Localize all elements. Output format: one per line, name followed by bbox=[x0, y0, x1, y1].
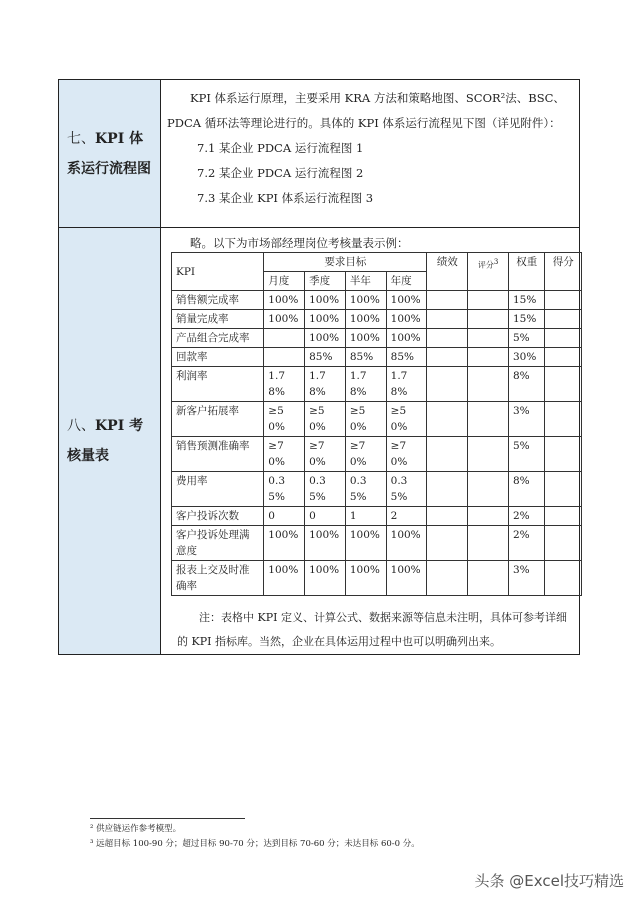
section-8-row bbox=[59, 228, 579, 654]
performance-cell bbox=[427, 507, 468, 526]
section-7-heading-cell bbox=[59, 80, 161, 227]
header-half-year: 半年 bbox=[345, 272, 386, 291]
quarterly-target-cell: 1.78% bbox=[305, 367, 346, 402]
monthly-target-cell: ≥50% bbox=[264, 402, 305, 437]
table-note: 注：表格中 KPI 定义、计算公式、数据来源等信息未注明，具体可参考详细的 KPI 指标库。当然，企业在具体运用过程中也可以明确列出来。 bbox=[177, 611, 567, 648]
kpi-name-cell: 新客户拓展率 bbox=[172, 402, 264, 437]
points-cell bbox=[545, 507, 582, 526]
weight-cell: 15% bbox=[508, 291, 544, 310]
header-score: 评分3 bbox=[468, 253, 509, 291]
table-row bbox=[172, 561, 582, 596]
watermark: 头条 @Excel技巧精选 bbox=[474, 872, 624, 890]
annual-target-cell: 1.78% bbox=[386, 367, 427, 402]
score-cell bbox=[468, 472, 509, 507]
performance-cell bbox=[427, 367, 468, 402]
kpi-name-cell: 产品组合完成率 bbox=[172, 329, 264, 348]
section-8-intro: 略。以下为市场部经理岗位考核量表示例： bbox=[190, 236, 409, 250]
section-7-paragraph: KPI 体系运行原理，主要采用 KRA 方法和策略地图、SCOR²法、BSC、PDCA 循环法等理论进行的。具体的 KPI 体系运行流程见下图（详见附件）： bbox=[167, 91, 565, 130]
points-cell bbox=[545, 437, 582, 472]
weight-cell: 15% bbox=[508, 310, 544, 329]
table-row bbox=[172, 437, 582, 472]
half-year-target-cell: ≥70% bbox=[345, 437, 386, 472]
quarterly-target-cell: 0 bbox=[305, 507, 346, 526]
quarterly-target-cell: 85% bbox=[305, 348, 346, 367]
section-8-heading-cell bbox=[59, 228, 161, 654]
performance-cell bbox=[427, 291, 468, 310]
annual-target-cell: ≥70% bbox=[386, 437, 427, 472]
points-cell bbox=[545, 310, 582, 329]
score-cell bbox=[468, 526, 509, 561]
performance-cell bbox=[427, 402, 468, 437]
monthly-target-cell bbox=[264, 329, 305, 348]
monthly-target-cell: 0 bbox=[264, 507, 305, 526]
score-cell bbox=[468, 348, 509, 367]
points-cell bbox=[545, 291, 582, 310]
score-cell bbox=[468, 310, 509, 329]
monthly-target-cell: 100% bbox=[264, 291, 305, 310]
performance-cell bbox=[427, 348, 468, 367]
weight-cell: 3% bbox=[508, 402, 544, 437]
performance-cell bbox=[427, 310, 468, 329]
annual-target-cell: 100% bbox=[386, 310, 427, 329]
points-cell bbox=[545, 402, 582, 437]
kpi-name-cell: 费用率 bbox=[172, 472, 264, 507]
table-row bbox=[172, 472, 582, 507]
kpi-name-cell: 销量完成率 bbox=[172, 310, 264, 329]
points-cell bbox=[545, 367, 582, 402]
monthly-target-cell: 100% bbox=[264, 561, 305, 596]
annual-target-cell: 100% bbox=[386, 526, 427, 561]
table-row bbox=[172, 291, 582, 310]
annual-target-cell: 85% bbox=[386, 348, 427, 367]
performance-cell bbox=[427, 472, 468, 507]
flowchart-item: 7.2 某企业 PDCA 运行流程图 2 bbox=[197, 166, 364, 180]
weight-cell: 8% bbox=[508, 472, 544, 507]
performance-cell bbox=[427, 329, 468, 348]
performance-cell bbox=[427, 437, 468, 472]
half-year-target-cell: 0.35% bbox=[345, 472, 386, 507]
table-row bbox=[172, 507, 582, 526]
score-cell bbox=[468, 507, 509, 526]
half-year-target-cell: 100% bbox=[345, 561, 386, 596]
table-row bbox=[172, 402, 582, 437]
score-cell bbox=[468, 367, 509, 402]
header-performance: 绩效 bbox=[427, 253, 468, 291]
section-7-heading: 七、KPI 体系运行流程图 bbox=[67, 130, 151, 177]
points-cell bbox=[545, 348, 582, 367]
kpi-name-cell: 客户投诉次数 bbox=[172, 507, 264, 526]
weight-cell: 2% bbox=[508, 507, 544, 526]
half-year-target-cell: 1 bbox=[345, 507, 386, 526]
section-8-heading: 八、KPI 考核量表 bbox=[67, 418, 144, 464]
kpi-name-cell: 报表上交及时准确率 bbox=[172, 561, 264, 596]
footnote-2: ² 供应链运作参考模型。 bbox=[90, 824, 182, 834]
points-cell bbox=[545, 526, 582, 561]
score-cell bbox=[468, 402, 509, 437]
annual-target-cell: 100% bbox=[386, 291, 427, 310]
quarterly-target-cell: 0.35% bbox=[305, 472, 346, 507]
weight-cell: 5% bbox=[508, 437, 544, 472]
footnote-3: ³ 远超目标 100-90 分；超过目标 90-70 分；达到目标 70-60 分；未达目标 60-0 分。 bbox=[90, 839, 420, 849]
annual-target-cell: 100% bbox=[386, 561, 427, 596]
monthly-target-cell: ≥70% bbox=[264, 437, 305, 472]
score-cell bbox=[468, 437, 509, 472]
section-7-row bbox=[59, 80, 579, 228]
performance-cell bbox=[427, 561, 468, 596]
table-row bbox=[172, 367, 582, 402]
score-cell bbox=[468, 291, 509, 310]
table-row bbox=[172, 310, 582, 329]
section-8-content bbox=[161, 228, 579, 654]
weight-cell: 3% bbox=[508, 561, 544, 596]
quarterly-target-cell: 100% bbox=[305, 526, 346, 561]
quarterly-target-cell: ≥70% bbox=[305, 437, 346, 472]
weight-cell: 5% bbox=[508, 329, 544, 348]
weight-cell: 8% bbox=[508, 367, 544, 402]
score-cell bbox=[468, 561, 509, 596]
points-cell bbox=[545, 472, 582, 507]
half-year-target-cell: 100% bbox=[345, 526, 386, 561]
table-header-row bbox=[172, 253, 582, 272]
header-monthly: 月度 bbox=[264, 272, 305, 291]
weight-cell: 30% bbox=[508, 348, 544, 367]
table-row bbox=[172, 526, 582, 561]
table-row bbox=[172, 348, 582, 367]
annual-target-cell: 100% bbox=[386, 329, 427, 348]
half-year-target-cell: 100% bbox=[345, 291, 386, 310]
kpi-assessment-table bbox=[171, 252, 582, 596]
footnote-divider bbox=[90, 818, 245, 819]
half-year-target-cell: 1.78% bbox=[345, 367, 386, 402]
monthly-target-cell: 0.35% bbox=[264, 472, 305, 507]
kpi-name-cell: 利润率 bbox=[172, 367, 264, 402]
annual-target-cell: ≥50% bbox=[386, 402, 427, 437]
header-quarterly: 季度 bbox=[305, 272, 346, 291]
performance-cell bbox=[427, 526, 468, 561]
flowchart-item: 7.1 某企业 PDCA 运行流程图 1 bbox=[197, 141, 364, 155]
kpi-name-cell: 销售预测准确率 bbox=[172, 437, 264, 472]
half-year-target-cell: 85% bbox=[345, 348, 386, 367]
monthly-target-cell: 1.78% bbox=[264, 367, 305, 402]
annual-target-cell: 2 bbox=[386, 507, 427, 526]
half-year-target-cell: 100% bbox=[345, 310, 386, 329]
weight-cell: 2% bbox=[508, 526, 544, 561]
kpi-name-cell: 回款率 bbox=[172, 348, 264, 367]
header-target: 要求目标 bbox=[264, 253, 427, 272]
section-7-content bbox=[161, 80, 579, 227]
table-row bbox=[172, 329, 582, 348]
quarterly-target-cell: 100% bbox=[305, 561, 346, 596]
quarterly-target-cell: 100% bbox=[305, 329, 346, 348]
monthly-target-cell: 100% bbox=[264, 526, 305, 561]
half-year-target-cell: 100% bbox=[345, 329, 386, 348]
annual-target-cell: 0.35% bbox=[386, 472, 427, 507]
points-cell bbox=[545, 561, 582, 596]
score-cell bbox=[468, 329, 509, 348]
header-weight: 权重 bbox=[508, 253, 544, 291]
quarterly-target-cell: ≥50% bbox=[305, 402, 346, 437]
flowchart-item: 7.3 某企业 KPI 体系运行流程图 3 bbox=[197, 191, 374, 205]
quarterly-target-cell: 100% bbox=[305, 310, 346, 329]
points-cell bbox=[545, 329, 582, 348]
kpi-name-cell: 客户投诉处理满意度 bbox=[172, 526, 264, 561]
header-kpi: KPI bbox=[172, 253, 264, 291]
document-table bbox=[58, 79, 580, 655]
monthly-target-cell bbox=[264, 348, 305, 367]
header-annual: 年度 bbox=[386, 272, 427, 291]
half-year-target-cell: ≥50% bbox=[345, 402, 386, 437]
header-points: 得分 bbox=[545, 253, 582, 291]
kpi-name-cell: 销售额完成率 bbox=[172, 291, 264, 310]
quarterly-target-cell: 100% bbox=[305, 291, 346, 310]
monthly-target-cell: 100% bbox=[264, 310, 305, 329]
